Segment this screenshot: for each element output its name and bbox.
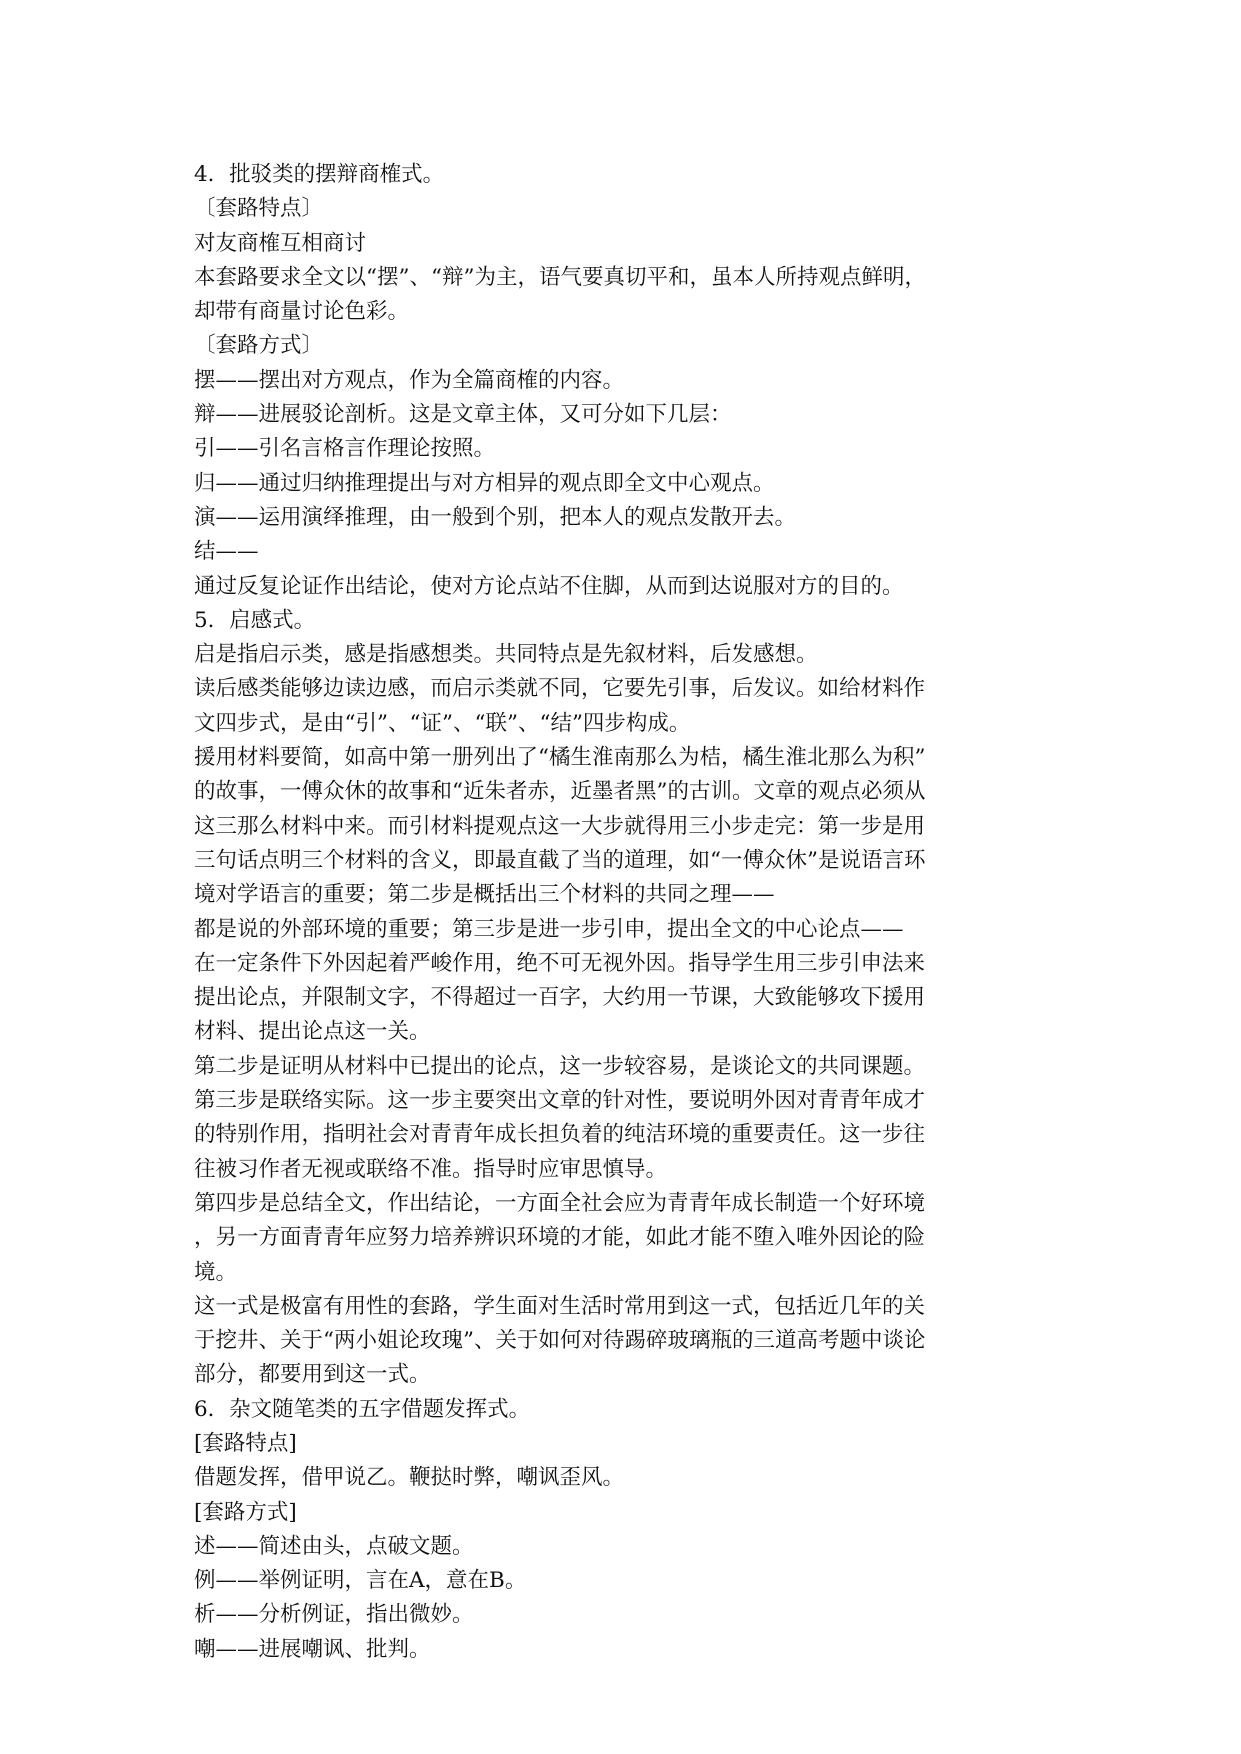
text-line: 这一式是极富有用性的套路，学生面对生活时常用到这一式，包括近几年的关 [194, 1293, 926, 1319]
text-line: 嘲——进展嘲讽、批判。 [194, 1636, 431, 1662]
text-line: 6．杂文随笔类的五字借题发挥式。 [194, 1396, 531, 1422]
text-line: 境对学语言的重要；第二步是概括出三个材料的共同之理—— [194, 882, 775, 908]
text-line: 的故事，一傅众休的故事和“近朱者赤，近墨者黑”的古训。文章的观点必须从 [194, 779, 926, 805]
text-line: 辩——进展驳论剖析。这是文章主体，又可分如下几层： [194, 402, 732, 428]
text-line: 文四步式，是由“引”、“证”、“联”、“结”四步构成。 [194, 710, 691, 736]
text-line: 归——通过归纳推理提出与对方相异的观点即全文中心观点。 [194, 470, 775, 496]
text-line: [套路方式] [194, 1499, 297, 1525]
text-line: 材料、提出论点这一关。 [194, 1019, 431, 1045]
text-line: 本套路要求全文以“摆”、“辩”为主，语气要真切平和，虽本人所持观点鲜明， [194, 264, 926, 290]
text-line: 境。 [194, 1259, 238, 1285]
text-line: 通过反复论证作出结论，使对方论点站不住脚，从而到达说服对方的目的。 [194, 573, 904, 599]
text-line: 对友商榷互相商讨 [194, 230, 367, 256]
text-line: 这三那么材料中来。而引材料提观点这一大步就得用三小步走完：第一步是用 [194, 813, 926, 839]
text-line: 述——简述由头，点破文题。 [194, 1533, 474, 1559]
text-line: 第四步是总结全文，作出结论，一方面全社会应为青青年成长制造一个好环境 [194, 1190, 926, 1216]
text-line: 借题发挥，借甲说乙。鞭挞时弊，嘲讽歪风。 [194, 1465, 625, 1491]
text-line: 第三步是联络实际。这一步主要突出文章的针对性，要说明外因对青青年成才 [194, 1088, 926, 1114]
text-line: 演——运用演绎推理，由一般到个别，把本人的观点发散开去。 [194, 504, 797, 530]
text-line: [套路特点] [194, 1430, 297, 1456]
text-line: 三句话点明三个材料的含义，即最直截了当的道理，如“一傅众休”是说语言环 [194, 847, 926, 873]
text-line: 析——分析例证，指出微妙。 [194, 1602, 474, 1628]
text-line: 结—— [194, 539, 259, 565]
text-line: 的特别作用，指明社会对青青年成长担负着的纯洁环境的重要责任。这一步往 [194, 1122, 926, 1148]
text-line: 引——引名言格言作理论按照。 [194, 436, 496, 462]
document-page [194, 158, 1054, 1667]
text-line: 部分，都要用到这一式。 [194, 1362, 431, 1388]
text-line: 4．批驳类的摆辩商榷式。 [194, 162, 445, 187]
text-line: 读后感类能够边读边感，而启示类就不同，它要先引事，后发议。如给材料作 [194, 676, 926, 702]
text-line: 第二步是证明从材料中已提出的论点，这一步较容易，是谈论文的共同课题。 [194, 1053, 926, 1079]
text-line: 于挖井、关于“两小姐论玫瑰”、关于如何对待踢碎玻璃瓶的三道高考题中谈论 [194, 1328, 926, 1354]
text-line: 〔套路方式〕 [194, 333, 324, 359]
text-line: 5．启感式。 [194, 607, 316, 633]
text-line: 都是说的外部环境的重要；第三步是进一步引申，提出全文的中心论点—— [194, 916, 904, 942]
text-line: 往被习作者无视或联络不准。指导时应审思慎导。 [194, 1156, 668, 1182]
text-line: 例——举例证明，言在A，意在B。 [194, 1568, 527, 1594]
text-line: 援用材料要简，如高中第一册列出了“橘生淮南那么为桔，橘生淮北那么为积” [194, 745, 926, 771]
text-line: ，另一方面青青年应努力培养辨识环境的才能，如此才能不堕入唯外因论的险 [194, 1225, 926, 1251]
text-line: 却带有商量讨论色彩。 [194, 299, 410, 325]
text-line: 〔套路特点〕 [194, 196, 324, 222]
text-line: 在一定条件下外因起着严峻作用，绝不可无视外因。指导学生用三步引申法来 [194, 950, 926, 976]
text-line: 摆——摆出对方观点，作为全篇商榷的内容。 [194, 367, 625, 393]
text-line: 提出论点，并限制文字，不得超过一百字，大约用一节课，大致能够攻下援用 [194, 985, 926, 1011]
text-line: 启是指启示类，感是指感想类。共同特点是先叙材料，后发感想。 [194, 642, 818, 668]
